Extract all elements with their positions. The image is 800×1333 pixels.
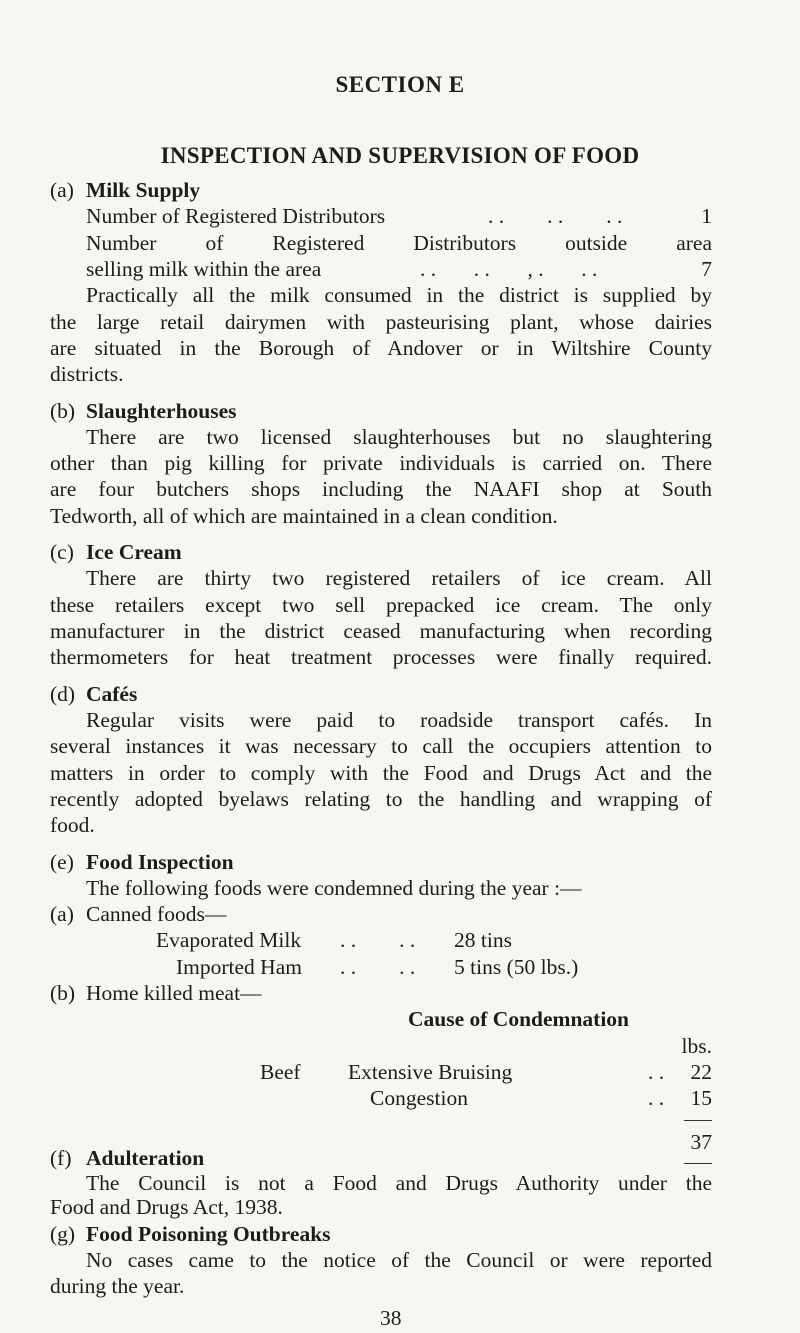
sub-b-label: (b) bbox=[50, 981, 76, 1006]
condemnation-lbs: 22 bbox=[690, 1060, 712, 1085]
section-b-heading: Slaughterhouses bbox=[86, 398, 237, 423]
inspection-intro: The following foods were condemned during the year :— bbox=[86, 875, 582, 900]
section-d-label: (d) bbox=[50, 681, 76, 706]
section-a-label: (a) bbox=[50, 178, 74, 202]
section-f-label: (f) bbox=[50, 1146, 72, 1171]
sub-a-label: (a) bbox=[50, 902, 74, 927]
milk-para-line: are situated in the Borough of Andover or in Wiltshire County bbox=[50, 335, 712, 360]
slaughter-para-line: are four butchers shops including the NAAFI shop at South bbox=[50, 477, 712, 502]
section-title: SECTION E bbox=[335, 72, 465, 97]
section-f-heading: Adulteration bbox=[86, 1146, 205, 1171]
milk-line1-text: Number of Registered Distributors bbox=[86, 204, 386, 229]
total-rule-top bbox=[684, 1120, 712, 1121]
slaughter-para-line: There are two licensed slaughterhouses but no slaughtering bbox=[86, 424, 712, 449]
cafes-para-line: food. bbox=[50, 813, 95, 838]
sub-a-text: Canned foods— bbox=[86, 902, 227, 927]
meat-type: Beef bbox=[260, 1060, 301, 1085]
section-g-heading: Food Poisoning Outbreaks bbox=[86, 1221, 331, 1246]
condemned-item-name: Imported Ham bbox=[176, 954, 302, 979]
poisoning-para-line: No cases came to the notice of the Council or were reported bbox=[86, 1247, 712, 1272]
condemnation-dots: . . bbox=[648, 1060, 665, 1085]
milk-line3-value: 7 bbox=[701, 256, 712, 281]
icecream-para-line: There are thirty two registered retailers of ice cream. All bbox=[86, 566, 712, 591]
poisoning-para-line: during the year. bbox=[50, 1274, 185, 1299]
section-g-label: (g) bbox=[50, 1221, 76, 1246]
milk-line3-dots: . . . . , . . . bbox=[420, 256, 598, 281]
condemnation-total: 37 bbox=[690, 1129, 712, 1154]
condemned-item-value: 5 tins (50 lbs.) bbox=[454, 954, 579, 979]
cafes-para-line: recently adopted byelaws relating to the handling and wrapping of bbox=[50, 786, 712, 811]
condemnation-cause: Congestion bbox=[370, 1086, 468, 1111]
section-b-label: (b) bbox=[50, 398, 76, 423]
section-c-label: (c) bbox=[50, 540, 74, 565]
adulteration-para-line: The Council is not a Food and Drugs Authority under the bbox=[86, 1170, 712, 1195]
section-e-label: (e) bbox=[50, 849, 74, 874]
cafes-para-line: matters in order to comply with the Food and Drugs Act and the bbox=[50, 760, 712, 785]
section-c-heading: Ice Cream bbox=[86, 540, 182, 565]
milk-line2-text: Number of Registered Distributors outside area bbox=[86, 230, 712, 255]
unit-label: lbs. bbox=[681, 1033, 712, 1058]
slaughter-para-line: Tedworth, all of which are maintained in a clean condition. bbox=[50, 503, 558, 528]
condemned-item-value: 28 tins bbox=[454, 928, 512, 953]
section-a-heading: Milk Supply bbox=[86, 178, 201, 202]
icecream-para-line: manufacturer in the district ceased manufacturing when recording bbox=[50, 619, 712, 644]
cause-heading: Cause of Condemnation bbox=[408, 1007, 629, 1032]
section-e-heading: Food Inspection bbox=[86, 849, 234, 874]
condemned-item-name: Evaporated Milk bbox=[156, 928, 302, 953]
cafes-para-line: several instances it was necessary to call the occupiers attention to bbox=[50, 734, 712, 759]
milk-para-line: the large retail dairymen with pasteurising plant, whose dairies bbox=[50, 309, 712, 334]
page-number: 38 bbox=[380, 1306, 402, 1330]
condemned-item-dots: . . . . bbox=[340, 954, 416, 979]
condemnation-dots: . . bbox=[648, 1086, 665, 1111]
total-rule-bottom bbox=[684, 1163, 712, 1164]
sub-b-text: Home killed meat— bbox=[86, 981, 262, 1006]
milk-line1-dots: . . . . . . bbox=[488, 204, 623, 229]
condemnation-cause: Extensive Bruising bbox=[348, 1060, 513, 1085]
section-d-heading: Cafés bbox=[86, 681, 138, 706]
milk-para-line: Practically all the milk consumed in the district is supplied by bbox=[86, 283, 712, 308]
cafes-para-line: Regular visits were paid to roadside transport cafés. In bbox=[86, 707, 712, 732]
milk-line1-value: 1 bbox=[701, 204, 712, 229]
icecream-para-line: thermometers for heat treatment processes were finally required. bbox=[50, 645, 712, 670]
condemned-item-dots: . . . . bbox=[340, 928, 416, 953]
condemnation-lbs: 15 bbox=[690, 1086, 712, 1111]
slaughter-para-line: other than pig killing for private individuals is carried on. There bbox=[50, 451, 712, 476]
milk-para-line: districts. bbox=[50, 362, 124, 387]
main-title: INSPECTION AND SUPERVISION OF FOOD bbox=[160, 143, 640, 168]
adulteration-para-line: Food and Drugs Act, 1938. bbox=[50, 1195, 283, 1220]
milk-line3-text: selling milk within the area bbox=[86, 256, 322, 281]
icecream-para-line: these retailers except two sell prepacked ice cream. The only bbox=[50, 592, 712, 617]
